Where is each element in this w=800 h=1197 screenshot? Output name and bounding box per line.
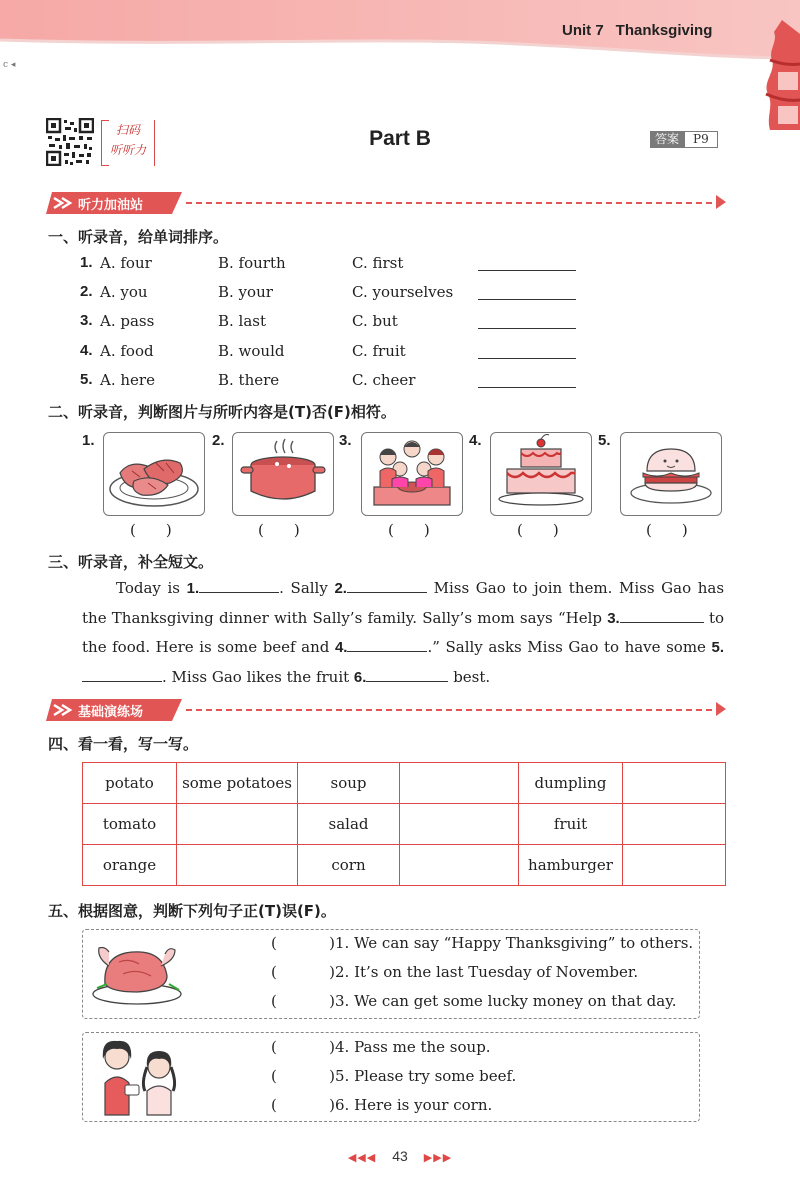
ex1-option-a: A. pass [100,312,155,330]
ex3-text: Today is [116,579,187,597]
ex3-text: best. [448,667,491,686]
ex1-num: 5. [80,371,93,388]
table-cell: hamburger [519,845,623,886]
ex5-item-text: 4. Pass me the soup. [335,1038,491,1056]
ex1-option-b: B. fourth [218,254,286,272]
banner-label: 听力加油站 [78,198,144,213]
ex1-heading: 一、听录音，给单词排序。 [48,228,229,246]
ex1-option-b: B. would [218,342,285,360]
ex1-option-c: C. but [352,312,398,330]
table-row [83,763,726,804]
ex2-answer-paren[interactable]: ( ) [258,521,300,539]
ex3-blank-num: 2. [334,580,347,597]
ex3-blank-num: 3. [607,609,620,627]
ex5-item [271,963,638,981]
table-cell-answer[interactable] [400,763,519,804]
roast-turkey-icon [89,936,185,1010]
family-dinner-icon [362,433,462,515]
ex5-paren-close[interactable]: ) [329,1067,335,1085]
ex1-answer-blank[interactable] [478,358,576,359]
ex5-item [271,1038,491,1056]
banner-label: 基础演练场 [78,705,144,720]
ex3-blank-num: 5. [711,639,724,656]
ex1-option-b: B. your [218,283,273,301]
table-cell: corn [298,845,400,886]
ex3-heading: 三、听录音，补全短文。 [48,553,214,571]
ex5-item-text: 3. We can get some lucky money on that day. [335,992,677,1010]
ex2-heading: 二、听录音，判断图片与所听内容是(T)否(F)相符。 [48,403,396,421]
ex3-text: Miss Gao to join them. Miss Gao has the Thanksgiving dinner with Sally’s family. Sally’s mom says “Help [82,579,725,627]
ex3-blank[interactable] [620,608,704,623]
two-girls-icon [91,1037,187,1117]
table-row [83,845,726,886]
pagoda-roof-icon [752,20,800,130]
ex2-answer-paren[interactable]: ( ) [646,521,688,539]
ex5-item [271,1067,516,1085]
page-footer [0,1148,800,1164]
unit-number: Unit 7 [562,22,604,39]
ex5-paren-open[interactable]: ( [271,1067,277,1085]
ex5-group-1 [82,929,700,1019]
ex5-item-text: 6. Here is your corn. [335,1096,493,1114]
table-cell-answer[interactable] [400,845,519,886]
ex5-paren-close[interactable]: ) [329,963,335,981]
ex1-option-b: B. there [218,371,280,389]
ex3-blank[interactable] [82,667,162,682]
header-band [0,0,800,80]
ex1-answer-blank[interactable] [478,299,576,300]
ex3-blank[interactable] [347,637,427,652]
banner-dash-line [186,202,712,204]
table-cell-answer[interactable] [623,804,726,845]
ex1-option-a: A. food [100,342,154,360]
margin-mark: c ◂ [3,60,16,70]
unit-topic: Thanksgiving [615,22,713,39]
ex5-item-text: 1. We can say “Happy Thanksgiving” to others. [335,934,694,952]
banner-arrow-icon [716,195,726,209]
ex2-num: 2. [212,432,225,449]
ex5-paren-open[interactable]: ( [271,934,277,952]
hamburger-icon [621,433,721,515]
ex3-blank-num: 1. [186,580,200,597]
ex2-answer-paren[interactable]: ( ) [130,521,172,539]
ex5-paren-open[interactable]: ( [271,1096,277,1114]
table-cell: potato [83,763,177,804]
ex5-paren-open[interactable]: ( [271,992,277,1010]
ex3-text: . Miss Gao likes the fruit [162,667,354,686]
cake-icon [491,433,591,515]
ex5-paren-open[interactable]: ( [271,1038,277,1056]
banner-dash-line [186,709,712,711]
ex5-item [271,1096,492,1114]
scan-line-2: 听听力 [109,143,146,157]
ex3-blank[interactable] [366,667,448,682]
banner-arrow-icon [716,702,726,716]
ex1-option-c: C. yourselves [352,283,454,301]
ex2-picture-3 [361,432,463,516]
ex5-paren-close[interactable]: ) [329,934,335,952]
ex1-num: 3. [80,312,93,329]
ex1-num: 4. [80,342,93,359]
ex2-picture-5 [620,432,722,516]
ex3-paragraph [82,574,724,692]
ex5-item [271,934,693,952]
ex5-item-text: 5. Please try some beef. [335,1067,517,1085]
ex5-item [271,992,676,1010]
ex1-answer-blank[interactable] [478,387,576,388]
ex1-option-a: A. here [100,371,155,389]
ex1-num: 1. [80,254,93,271]
table-cell: orange [83,845,177,886]
page-number: 43 [392,1148,408,1164]
table-row [83,804,726,845]
ex2-picture-4 [490,432,592,516]
ex1-answer-blank[interactable] [478,328,576,329]
sweet-potatoes-icon [104,433,204,515]
table-cell: salad [298,804,400,845]
ex3-text: to the food. Here is some beef and [82,608,725,656]
table-cell: fruit [519,804,623,845]
ex2-num: 3. [339,432,352,449]
ex4-heading: 四、看一看，写一写。 [48,735,199,753]
table-cell: some potatoes [177,763,298,804]
ex3-blank-num: 6. [353,668,367,686]
scan-line-1: 扫码 [115,123,140,137]
table-cell: tomato [83,804,177,845]
unit-title [562,22,724,39]
ex2-picture-2 [232,432,334,516]
section-banner-listening [46,192,726,214]
ex2-num: 5. [598,432,611,449]
footer-right-arrows-icon: ▶▶▶ [423,1152,453,1164]
ex5-item-text: 2. It’s on the last Tuesday of November. [335,963,639,981]
ex2-answer-paren[interactable]: ( ) [517,521,559,539]
ex1-num: 2. [80,283,93,300]
table-cell: dumpling [519,763,623,804]
ex5-paren-open[interactable]: ( [271,963,277,981]
table-cell-answer[interactable] [400,804,519,845]
answer-badge-page: P9 [684,131,718,148]
ex2-num: 1. [82,432,95,449]
ex5-paren-close[interactable]: ) [329,992,335,1010]
answer-badge-label: 答案 [650,131,684,148]
ex1-option-b: B. last [218,312,267,330]
ex1-option-a: A. you [100,283,148,301]
ex5-group-2 [82,1032,700,1122]
table-cell-answer[interactable] [623,845,726,886]
ex3-passage [82,574,724,692]
soup-pot-icon [233,433,333,515]
ex5-paren-close[interactable]: ) [329,1038,335,1056]
ex3-text: .” Sally asks Miss Gao to have some [427,638,712,656]
ex2-picture-1 [103,432,205,516]
answer-badge[interactable] [650,131,718,148]
ex1-option-c: C. cheer [352,371,416,389]
ex3-blank-num: 4. [334,639,348,656]
table-cell: soup [298,763,400,804]
ex3-blank[interactable] [199,578,279,593]
ex2-num: 4. [469,432,482,449]
page-title: Part B [369,127,431,150]
ex3-blank[interactable] [347,578,427,593]
ex1-option-a: A. four [100,254,152,272]
ex1-option-c: C. first [352,254,404,272]
section-banner-basic [46,699,726,721]
table-cell-answer[interactable] [177,845,298,886]
table-cell-answer[interactable] [177,804,298,845]
ex5-paren-close[interactable]: ) [329,1096,335,1114]
ex1-answer-blank[interactable] [478,270,576,271]
ex3-text: . Sally [279,579,335,597]
ex2-answer-paren[interactable]: ( ) [388,521,430,539]
footer-left-arrows-icon: ◀◀◀ [347,1152,377,1164]
ex5-heading: 五、根据图意，判断下列句子正(T)误(F)。 [48,902,336,920]
vocab-table [82,762,726,886]
table-cell-answer[interactable] [623,763,726,804]
ex1-option-c: C. fruit [352,342,406,360]
